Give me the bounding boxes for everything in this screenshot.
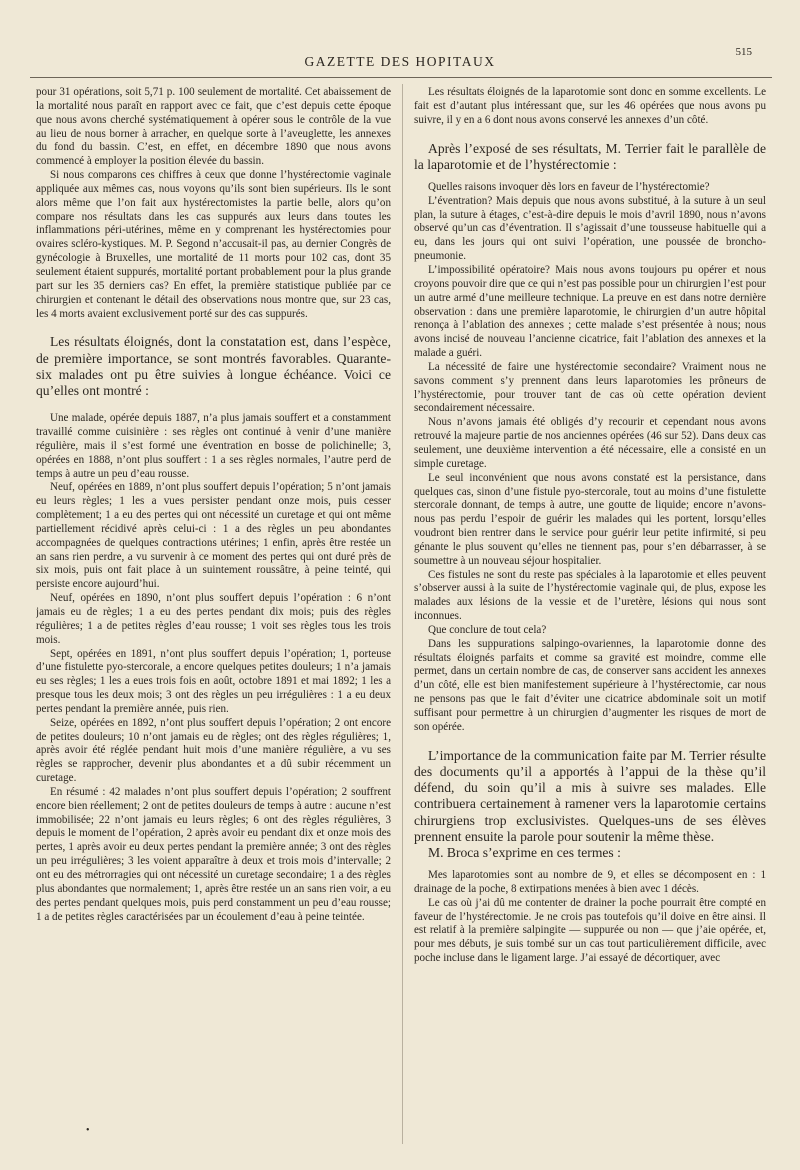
lead-paragraph: Après l’exposé de ses résultats, M. Terrier fait le parallèle de la laparotomie et de l’hystérectomie : <box>414 140 766 172</box>
paragraph: Dans les suppurations salpingo-ovariennes, la laparotomie donne des résultats éloignés parfaits et comme sa gravité est moindre, comme elle permet, dans un certain nombre de cas, de conserver sans accident les annexes d’un côté, elle est bien manifestement supérieure à l’hystérectomie, car nous ne pensons pas que le fait d’éviter une cicatrice abdominale soit un motif suffisant pour permettre à un chirurgien d’augmenter les risques de mort de son opérée. <box>414 637 766 733</box>
paragraph: Ces fistules ne sont du reste pas spéciales à la laparotomie et elles peuvent s’observer aussi à la suite de l’hystérectomie vaginale qui, de plus, expose les malades aux lésions de la vessie et de l’uretère, lésions qui nous sont inconnues. <box>414 568 766 623</box>
paragraph: Le seul inconvénient que nous avons constaté est la persistance, dans quelques cas, sinon d’une fistule pyo-stercorale, tout au moins d’une fistulette stercorale donnant, de temps à autre, une goutte de liquide; encore n’avons-nous pas perdu l’espoir de guérir les malades qui les portent, lorsqu’elles voudront bien rentrer dans le service pour guérir leur petite infirmité, si peu génante le plus souvent qu’elles ne tiennent pas, pour s’en débarrasser, à se soumettre à un nouveau séjour hospitalier. <box>414 471 766 567</box>
paragraph: L’éventration? Mais depuis que nous avons substitué, à la suture à un seul plan, la suture à étages, c’est-à-dire depuis le mois d’avril 1890, nous n’avons observé qu’un cas d’éventration. Il s’agissait d’une tousseuse habituelle qui a eu, dans les jours qui ont suivi l’opération, une poussée de broncho-pneumonie. <box>414 194 766 263</box>
masthead-title: GAZETTE DES HOPITAUX <box>304 54 496 69</box>
paragraph: Le cas où j’ai dû me contenter de drainer la poche pourrait être compté en faveur de l’hystérectomie. Je ne crois pas toutefois qu’il doive en être ainsi. Il est relatif à la première salpingite — suppurée ou non — que j’aie opérée, et, pour mes débuts, je suis tombé sur un cas tout particulièrement difficile, avec poche incluse dans le ligament large. J’ai essayé de décortiquer, avec <box>414 896 766 965</box>
left-column <box>36 86 391 1151</box>
paragraph: Une malade, opérée depuis 1887, n’a plus jamais souffert et a constamment travaillé comme cuisinière : ses règles ont continué à venir d’une manière régulière, mais il s’est formé une éventration en bosse de polichinelle; 3, opérées en 1888, n’ont plus souffert : 1 a ses règles normales, l’autre perd de temps à autre un peu d’eau rousse. <box>36 412 391 480</box>
lead-paragraph: M. Broca s’exprime en ces termes : <box>428 844 621 860</box>
paragraph: Nous n’avons jamais été obligés d’y recourir et cependant nous avons retrouvé la majeure partie de nos anciennes opérées (46 sur 52). Dans deux cas seulement, une deuxième intervention a été nécessaire, elle a consisté en un simple curetage. <box>414 416 766 470</box>
right-column <box>414 86 766 1151</box>
paragraph: pour 31 opérations, soit 5,71 p. 100 seulement de mortalité. Cet abaissement de la mortalité nous paraît en rapport avec ce fait, que c’est depuis cette époque que nous avons cherché systématiquement à opérer sous le contrôle de la vue au lieu de nous borner à arracher, en quelque sorte à l’aveuglette, les annexes du fond du bassin. C’est, en effet, en décembre 1890 que nous avons commencé à employer la position élevée du bassin. <box>36 86 391 168</box>
lead-paragraph: L’importance de la communication faite par M. Terrier résulte des documents qu’il a apportés à l’appui de la thèse qu’il défend, du soin qu’il a mis à suivre ses malades. Elle contribuera certainement à ramener vers la laparotomie certains chirurgiens trop exclusivistes. Quelques-uns de ses élèves prennent ensuite la parole pour soutenir la même thèse. <box>414 747 766 844</box>
paragraph: Neuf, opérées en 1890, n’ont plus souffert depuis l’opération : 6 n’ont jamais eu de règles; 1 a eu des pertes pendant dix mois; puis des règles régulières; 1 a de petites règles d’eau rousse; 1 voit ses règles tous les trois mois. <box>36 592 391 646</box>
paragraph: L’impossibilité opératoire? Mais nous avons toujours pu opérer et nous croyons pouvoir dire que ce qui n’est pas possible pour un chirurgien l’est pour un autre armé d’une meilleure technique. La preuve en est dans notre dernière observation : dans une première laparotomie, le chirurgien d’un autre hôpital renonça à l’ablation des annexes ; cette malade s’est présentée à nous; nous avons incisé de nouveau l’ancienne cicatrice, fait l’ablation des annexes et la malade a guéri. <box>414 264 766 360</box>
paragraph: En résumé : 42 malades n’ont plus souffert depuis l’opération; 2 souffrent encore bien réellement; 2 ont de petites douleurs de temps à autre : aucune n’est immobilisée; 22 n’ont jamais eu leurs règles; 6 ont des règles régulières, 3 depuis le moment de l’opération, 2 après avoir eu pendant dix et onze mois des pertes, 1 après avoir eu deux pertes pendant la première année; 3 ont des règles un peu irrégulières; 3 les voient apparaître à deux et trois mois d’intervalle; 2 ont eu des métrorragies qui ont nécessité un curetage secondaire; 1 a des règles plus abondantes que normalement; 1, après être restée un an sans rien voir, a eu des pertes pendant quelques mois, puis perd constamment un peu d’eau rousse; 1 a de petites règles caractérisées par un écoulement d’eau à peine teintée. <box>36 785 391 923</box>
paragraph: Neuf, opérées en 1889, n’ont plus souffert depuis l’opération; 5 n’ont jamais eu leurs règles; 1 les a vues persister pendant onze mois, puis cesser complètement; 1 a eu des pertes qui ont nécessité un curetage et qui ont même partiellement récidivé après celui-ci : 1 a des règles un peu abondantes accompagnées de quelques contractions utérines; 1 enfin, après être restée un an sans rien perdre, a vu survenir à ce moment des pertes qui ont duré près de six mois, puis ont fait place à un suintement roussâtre, à peine teinté, qui persiste encore aujourd’hui. <box>36 481 391 591</box>
paragraph: Si nous comparons ces chiffres à ceux que donne l’hystérectomie vaginale appliquée aux mêmes cas, nous voyons qu’ils sont bien supérieurs. Ils le sont alors même que l’on fait aux hystérectomistes la partie belle, alors qu’on compare nos résultats dans les cas suppurés aux leurs dans toutes les inflammations péri-utérines, même en y comprenant les hystérectomies pour ovaires scléro-kystiques. M. P. Segond n’accusait-il pas, au dernier Congrès de gynécologie à Bruxelles, une mortalité de 11 morts pour 102 cas, dont 35 seulement étaient suppurés, mortalité portant probablement pour la plus grande part sur les 35 derniers cas? En effet, la première statistique publiée par ce chirurgien et contenant le détail des observations nous montre que, sur 23 cas, les 4 morts avaient exclusivement porté sur des cas suppurés. <box>36 169 391 320</box>
column-divider <box>402 84 403 1144</box>
paragraph: Sept, opérées en 1891, n’ont plus souffert depuis l’opération; 1, porteuse d’une fistulette pyo-stercorale, a encore quelques petites douleurs; 1 n’a jamais eu ses règles; 1 les a eues trois fois en août, octobre 1891 et mai 1892; 1 les a presque tous les deux mois; 3 ont des règles un peu irrégulières : 1 a eu deux pertes pendant la première année, puis rien. <box>36 647 391 715</box>
paragraph: Quelles raisons invoquer dès lors en faveur de l’hystérectomie? <box>428 180 710 193</box>
paragraph: Que conclure de tout cela? <box>428 623 547 636</box>
paragraph: Mes laparotomies sont au nombre de 9, et elles se décomposent en : 1 drainage de la poche, 8 extirpations menées à bien avec 1 décès. <box>414 869 766 895</box>
paragraph: Seize, opérées en 1892, n’ont plus souffert depuis l’opération; 2 ont encore de petites douleurs; 10 n’ont jamais eu de règles; ont des règles régulières; 1, après avoir été réglée pendant huit mois d’une manière régulière, a vu ses règles se rapprocher, devenir plus abondantes et a dû subir récemment un curetage. <box>36 716 391 785</box>
lead-paragraph: Les résultats éloignés, dont la constatation est, dans l’espèce, de première importance, se sont montrés favorables. Quarante-six malades ont pu être suivies à longue échéance. Voici ce qu’elles ont montré : <box>36 334 391 398</box>
header-rule <box>30 77 772 78</box>
paragraph: La nécessité de faire une hystérectomie secondaire? Vraiment nous ne savons comment s’y prennent dans leurs laparotomies les prôneurs de l’hystérectomie, pour trouver tant de cas où cette opération devient secondairement nécessaire. <box>414 360 766 415</box>
paragraph: Les résultats éloignés de la laparotomie sont donc en somme excellents. Le fait est d’autant plus intéressant que, sur les 46 opérées que nous avons pu suivre, il y en a 6 dont nous avons conservé les annexes d’un côté. <box>414 86 766 126</box>
printer-mark: • <box>86 1125 90 1136</box>
page-number: 515 <box>735 46 752 58</box>
